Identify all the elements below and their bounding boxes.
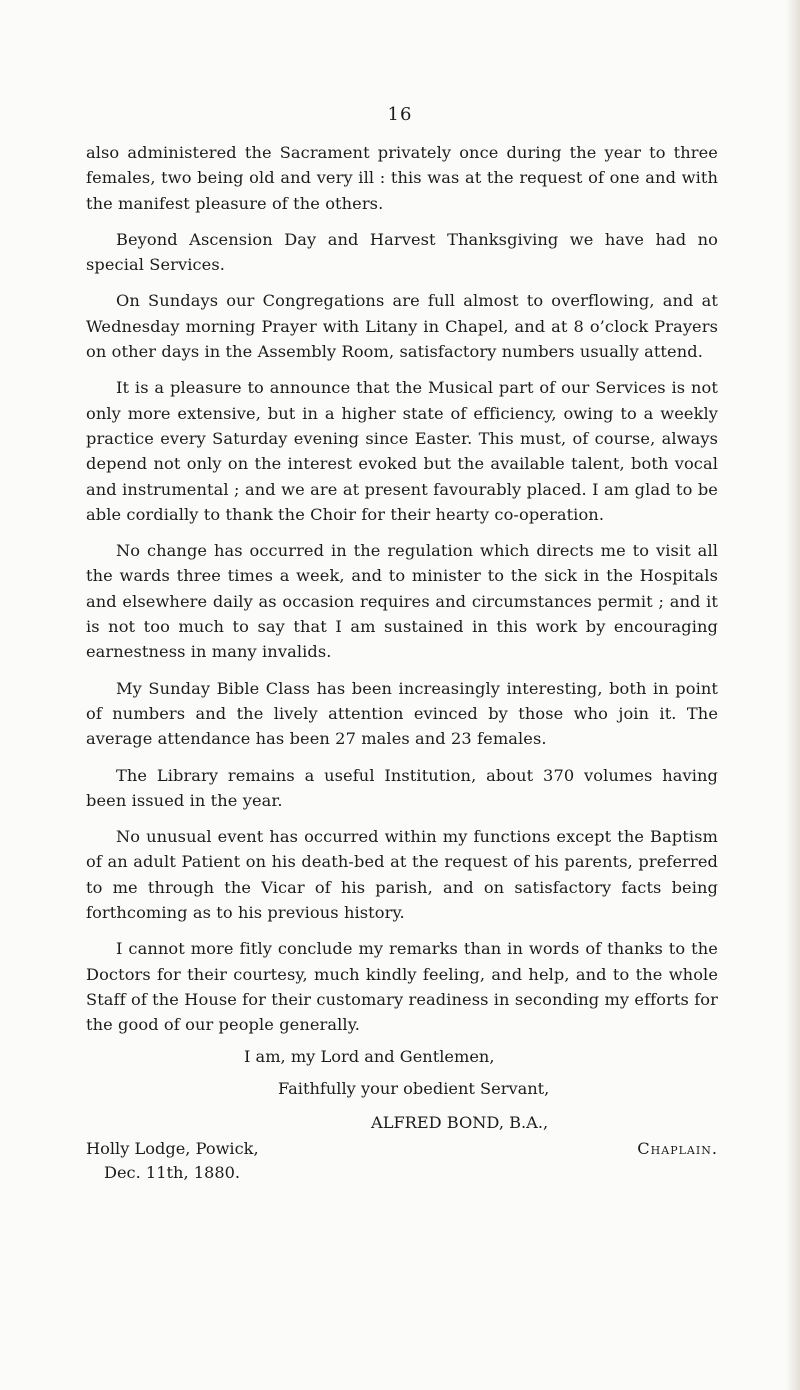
paragraph: My Sunday Bible Class has been increasingly interesting, both in point of numbers and the lively attention evinced by those who join it. The average attendance has been 27 males and 23 females. bbox=[86, 678, 718, 749]
paragraph: On Sundays our Congregations are full almost to overflowing, and at Wednesday morning Prayer with Litany in Chapel, and at 8 o’clock Prayers on other days in the Assembly Room, satisfactory numbers usually attend. bbox=[86, 291, 718, 362]
paragraph: I cannot more fitly conclude my remarks than in words of thanks to the Doctors for their courtesy, much kindly feeling, and help, and to the whole Staff of the House for their customary readiness in seconding my efforts for the good of our people generally. bbox=[86, 939, 718, 1035]
paragraph: also administered the Sacrament privately once during the year to three females, two being old and very ill : this was at the request of one and with the manifest pleasure of the others. bbox=[86, 143, 718, 213]
letter-date: Dec. 11th, 1880. bbox=[104, 1163, 241, 1182]
signatory-title: Chaplain. bbox=[637, 1139, 718, 1158]
letter-body bbox=[86, 140, 718, 1049]
salutation: I am, my Lord and Gentlemen, bbox=[244, 1047, 495, 1066]
paragraph: It is a pleasure to announce that the Musical part of our Services is not only more extensive, but in a higher state of efficiency, owing to a weekly practice every Saturday evening since Easter. This must, of course, always depend not only on the interest evoked but the available talent, both vocal and instrumental ; and we are at present favourably placed. I am glad to be able cordially to thank the Choir for their hearty co-operation. bbox=[86, 378, 718, 524]
paragraph: Beyond Ascension Day and Harvest Thanksgiving we have had no special Services. bbox=[86, 229, 718, 275]
paragraph: The Library remains a useful Institution, about 370 volumes having been issued in the year. bbox=[86, 765, 718, 810]
valediction: Faithfully your obedient Servant, bbox=[278, 1079, 550, 1098]
paragraph: No change has occurred in the regulation which directs me to visit all the wards three times a week, and to minister to the sick in the Hospitals and elsewhere daily as occasion requires and circumstances permit ; and it is not too much to say that I am sustained in this work by encouraging earnestness in many invalids. bbox=[86, 541, 718, 662]
page-edge-shadow bbox=[786, 0, 800, 1390]
signature: ALFRED BOND, B.A., bbox=[371, 1113, 549, 1132]
address: Holly Lodge, Powick, bbox=[86, 1139, 259, 1158]
page-number: 16 bbox=[387, 104, 413, 125]
paragraph: No unusual event has occurred within my functions except the Baptism of an adult Patient on his death-bed at the request of his parents, preferred to me through the Vicar of his parish, and on satisfactory facts being forthcoming as to his previous history. bbox=[86, 827, 718, 923]
